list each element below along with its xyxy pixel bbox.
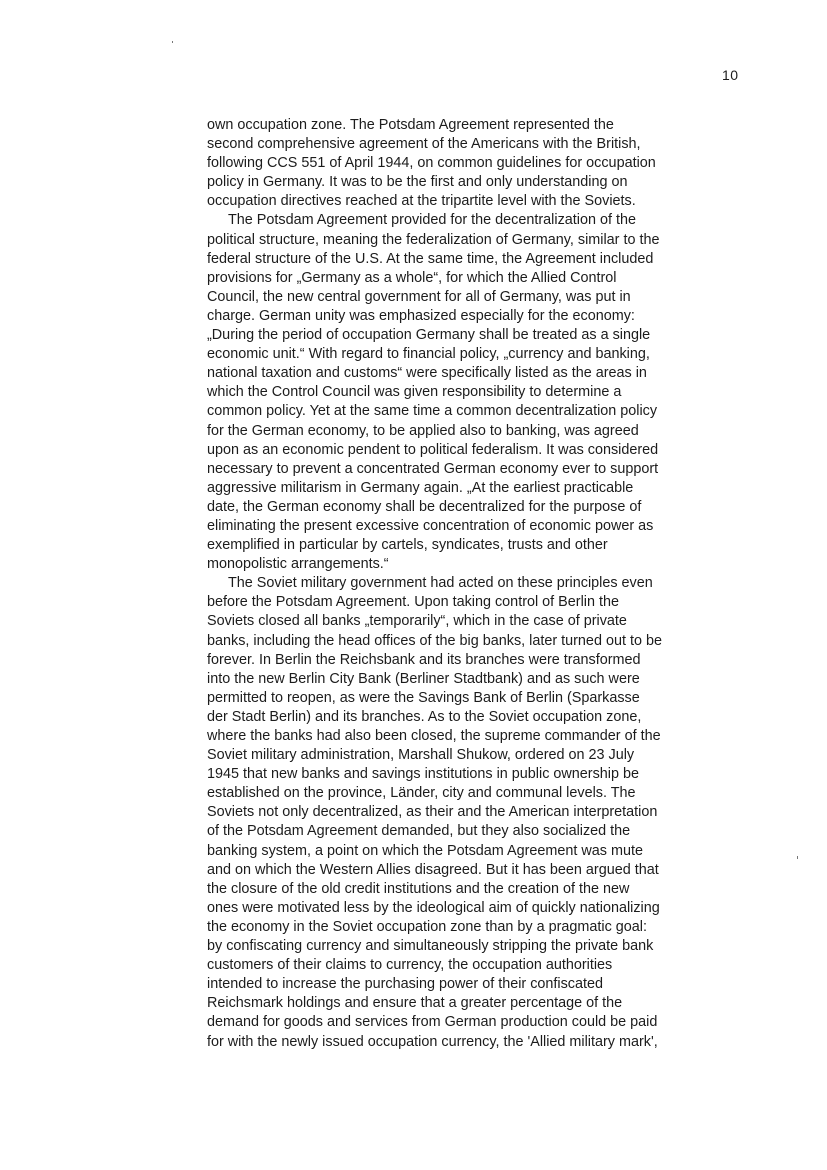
text-line: federal structure of the U.S. At the same time, the Agreement included: [207, 250, 654, 267]
text-line: into the new Berlin City Bank (Berliner Stadtbank) and as such were: [207, 670, 640, 687]
text-line: banking system, a point on which the Potsdam Agreement was mute: [207, 842, 643, 859]
text-line: political structure, meaning the federalization of Germany, similar to the: [207, 231, 660, 248]
text-line: The Soviet military government had acted on these principles even: [228, 575, 653, 592]
text-line: eliminating the present excessive concentration of economic power as: [207, 517, 654, 534]
text-line: for with the newly issued occupation currency, the 'Allied military mark',: [207, 1033, 658, 1050]
scan-mark: [797, 856, 798, 859]
text-line: Soviets not only decentralized, as their and the American interpretation: [207, 804, 658, 821]
text-line: forever. In Berlin the Reichsbank and its branches were transformed: [207, 651, 641, 668]
text-line: upon as an economic pendent to political federalism. It was considered: [207, 441, 659, 458]
text-line: ones were motivated less by the ideological aim of quickly nationalizing: [207, 899, 660, 916]
text-line: The Potsdam Agreement provided for the decentralization of the: [228, 212, 636, 229]
text-line: monopolistic arrangements.“: [207, 556, 389, 573]
text-line: following CCS 551 of April 1944, on common guidelines for occupation: [207, 155, 656, 172]
text-line: second comprehensive agreement of the Americans with the British,: [207, 136, 641, 153]
text-line: Council, the new central government for all of Germany, was put in: [207, 288, 631, 305]
text-line: where the banks had also been closed, the supreme commander of the: [207, 728, 661, 744]
text-line: provisions for „Germany as a whole“, for which the Allied Control: [207, 269, 617, 286]
text-line: Soviets closed all banks „temporarily“, which in the case of private: [207, 613, 627, 630]
text-line: which the Control Council was given responsibility to determine a: [207, 384, 622, 401]
text-line: Soviet military administration, Marshall Shukow, ordered on 23 July: [207, 747, 635, 764]
text-line: Reichsmark holdings and ensure that a greater percentage of the: [207, 995, 623, 1012]
text-line: economic unit.“ With regard to financial policy, „currency and banking,: [207, 346, 650, 363]
text-line: permitted to reopen, as were the Savings Bank of Berlin (Sparkasse: [207, 689, 640, 706]
text-line: before the Potsdam Agreement. Upon taking control of Berlin the: [207, 594, 619, 611]
text-line: charge. German unity was emphasized especially for the economy:: [207, 307, 635, 324]
text-line: by confiscating currency and simultaneously stripping the private bank: [207, 938, 654, 955]
text-line: demand for goods and services from German production could be paid: [207, 1014, 658, 1031]
text-line: of the Potsdam Agreement demanded, but they also socialized the: [207, 823, 631, 840]
text-line: the economy in the Soviet occupation zone than by a pragmatic goal:: [207, 918, 647, 935]
text-line: established on the province, Länder, city and communal levels. The: [207, 785, 636, 802]
text-line: banks, including the head offices of the big banks, later turned out to be: [207, 632, 662, 649]
page-number: 10: [722, 67, 739, 83]
text-line: „During the period of occupation Germany shall be treated as a single: [207, 327, 651, 344]
text-line: the closure of the old credit institutions and the creation of the new: [207, 880, 630, 897]
text-line: der Stadt Berlin) and its branches. As to the Soviet occupation zone,: [207, 708, 642, 725]
text-line: intended to increase the purchasing power of their confiscated: [207, 976, 603, 993]
text-line: necessary to prevent a concentrated German economy ever to support: [207, 460, 659, 477]
text-line: policy in Germany. It was to be the first and only understanding on: [207, 174, 628, 191]
text-line: customers of their claims to currency, the occupation authorities: [207, 957, 613, 974]
body-text: [207, 116, 755, 1052]
text-line: date, the German economy shall be decentralized for the purpose of: [207, 498, 642, 515]
text-line: exemplified in particular by cartels, syndicates, trusts and other: [207, 537, 608, 554]
text-line: common policy. Yet at the same time a common decentralization policy: [207, 403, 658, 420]
text-line: aggressive militarism in Germany again. „At the earliest practicable: [207, 479, 634, 496]
text-line: national taxation and customs“ were specifically listed as the areas in: [207, 365, 647, 382]
text-line: for the German economy, to be applied also to banking, was agreed: [207, 422, 639, 439]
scan-mark: [172, 41, 173, 43]
text-line: occupation directives reached at the tripartite level with the Soviets.: [207, 193, 636, 210]
text-line: own occupation zone. The Potsdam Agreement represented the: [207, 117, 614, 133]
text-line: 1945 that new banks and savings institutions in public ownership be: [207, 766, 639, 783]
text-line: and on which the Western Allies disagreed. But it has been argued that: [207, 861, 659, 878]
